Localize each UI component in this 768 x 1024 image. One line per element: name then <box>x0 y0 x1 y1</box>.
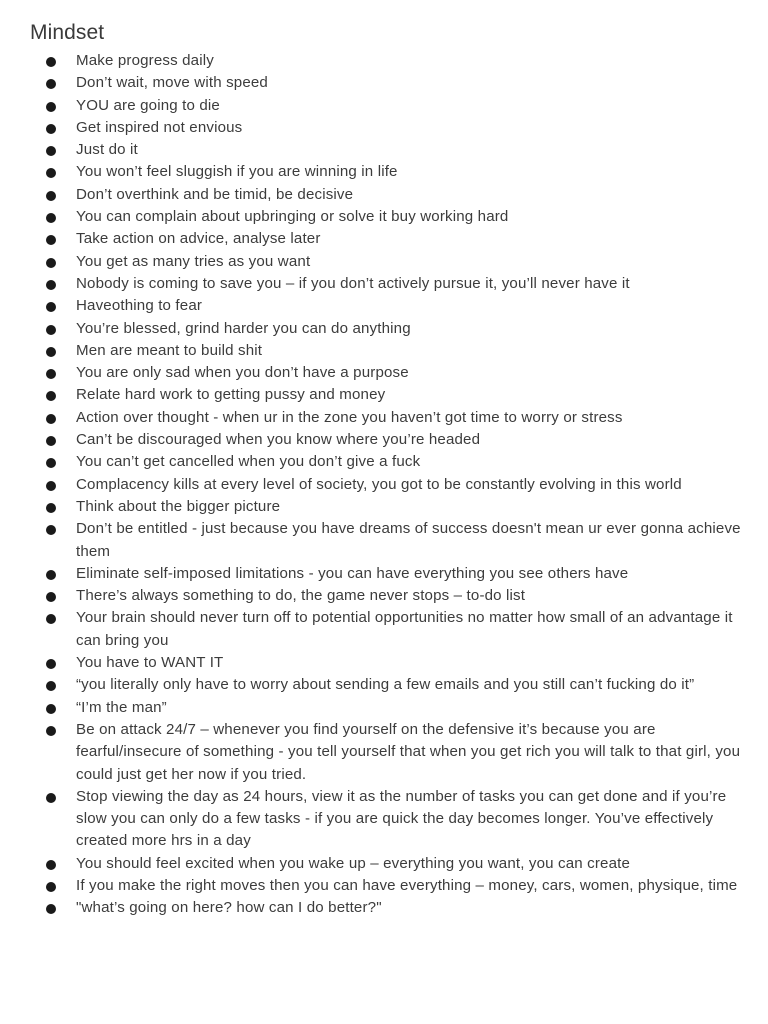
list-item[interactable] <box>30 72 742 94</box>
note-body <box>30 18 742 920</box>
bullet-dot-icon <box>46 414 56 424</box>
bullet-dot-icon <box>46 369 56 379</box>
bullet-dot-icon <box>46 124 56 134</box>
list-item[interactable] <box>30 875 742 897</box>
list-item-text: Haveothing to fear <box>76 297 203 315</box>
list-item-text: Get inspired not envious <box>76 118 243 136</box>
list-item[interactable] <box>30 674 742 696</box>
list-item-text: Be on attack 24/7 – whenever you find yourself on the defensive it’s because you are fearful/insecure of something - you tell yourself that when you get rich you will talk to that girl, you could just get her now if you tried. <box>76 720 741 783</box>
list-item[interactable] <box>30 206 742 228</box>
list-item-text: Nobody is coming to save you – if you don’t actively pursue it, you’ll never have it <box>76 274 630 292</box>
bullet-list <box>30 50 742 920</box>
bullet-dot-icon <box>46 570 56 580</box>
list-item[interactable] <box>30 295 742 317</box>
list-item[interactable] <box>30 786 742 853</box>
list-item-text: Don’t overthink and be timid, be decisive <box>76 185 354 203</box>
list-item[interactable] <box>30 384 742 406</box>
list-item-text: You can’t get cancelled when you don’t give a fuck <box>76 453 421 471</box>
bullet-dot-icon <box>46 280 56 290</box>
list-item-text: "what’s going on here? how can I do better?" <box>76 899 382 917</box>
bullet-dot-icon <box>46 793 56 803</box>
bullet-dot-icon <box>46 860 56 870</box>
list-item[interactable] <box>30 273 742 295</box>
bullet-dot-icon <box>46 592 56 602</box>
list-item[interactable] <box>30 407 742 429</box>
list-item[interactable] <box>30 95 742 117</box>
list-item-text: Can’t be discouraged when you know where you’re headed <box>76 431 481 449</box>
bullet-dot-icon <box>46 458 56 468</box>
list-item-text: “I’m the man” <box>76 698 167 716</box>
list-item-text: Men are meant to build shit <box>76 341 263 359</box>
list-item-text: You get as many tries as you want <box>76 252 311 270</box>
bullet-dot-icon <box>46 614 56 624</box>
list-item[interactable] <box>30 228 742 250</box>
bullet-dot-icon <box>46 882 56 892</box>
list-item[interactable] <box>30 340 742 362</box>
bullet-dot-icon <box>46 57 56 67</box>
list-item[interactable] <box>30 474 742 496</box>
bullet-dot-icon <box>46 168 56 178</box>
list-item-text: Stop viewing the day as 24 hours, view it as the number of tasks you can get done and if you’re slow you can only do a few tasks - if you are quick the day becomes longer. You’ve effectively created more hrs in a day <box>76 787 727 850</box>
list-item-text: Your brain should never turn off to potential opportunities no matter how small of an advantage it can bring you <box>76 609 733 649</box>
list-item[interactable] <box>30 853 742 875</box>
list-item[interactable] <box>30 251 742 273</box>
list-item-text: “you literally only have to worry about sending a few emails and you still can’t fucking do it” <box>76 676 695 694</box>
list-item-text: You have to WANT IT <box>76 654 224 672</box>
bullet-dot-icon <box>46 503 56 513</box>
list-item-text: You are only sad when you don’t have a purpose <box>76 364 409 382</box>
list-item-text: Take action on advice, analyse later <box>76 230 321 248</box>
bullet-dot-icon <box>46 102 56 112</box>
list-item-text: Don’t wait, move with speed <box>76 74 268 92</box>
list-item[interactable] <box>30 897 742 919</box>
list-item-text: Eliminate self-imposed limitations - you can have everything you see others have <box>76 564 629 582</box>
bullet-dot-icon <box>46 681 56 691</box>
list-item[interactable] <box>30 496 742 518</box>
bullet-dot-icon <box>46 146 56 156</box>
list-item-text: You won’t feel sluggish if you are winning in life <box>76 163 398 181</box>
list-item-text: Make progress daily <box>76 52 214 69</box>
bullet-dot-icon <box>46 726 56 736</box>
bullet-dot-icon <box>46 704 56 714</box>
list-item[interactable] <box>30 697 742 719</box>
list-item-text: YOU are going to die <box>76 96 220 114</box>
bullet-dot-icon <box>46 302 56 312</box>
list-item-text: Just do it <box>76 141 138 159</box>
bullet-dot-icon <box>46 213 56 223</box>
list-item[interactable] <box>30 652 742 674</box>
list-item[interactable] <box>30 719 742 786</box>
note-title[interactable]: Mindset <box>30 21 105 44</box>
list-item-text: You’re blessed, grind harder you can do anything <box>76 319 411 337</box>
bullet-dot-icon <box>46 79 56 89</box>
list-item[interactable] <box>30 429 742 451</box>
bullet-dot-icon <box>46 481 56 491</box>
list-item-text: Complacency kills at every level of society, you got to be constantly evolving in this world <box>76 475 682 493</box>
list-item[interactable] <box>30 563 742 585</box>
list-item[interactable] <box>30 451 742 473</box>
bullet-dot-icon <box>46 904 56 914</box>
bullet-dot-icon <box>46 347 56 357</box>
list-item[interactable] <box>30 184 742 206</box>
list-item-text: You can complain about upbringing or solve it buy working hard <box>76 208 509 226</box>
list-item[interactable] <box>30 139 742 161</box>
bullet-dot-icon <box>46 191 56 201</box>
bullet-dot-icon <box>46 436 56 446</box>
list-item[interactable] <box>30 518 742 563</box>
list-item[interactable] <box>30 362 742 384</box>
bullet-dot-icon <box>46 525 56 535</box>
list-item-text: If you make the right moves then you can have everything – money, cars, women, physique, time <box>76 876 738 894</box>
list-item[interactable] <box>30 50 742 72</box>
bullet-dot-icon <box>46 235 56 245</box>
list-item[interactable] <box>30 585 742 607</box>
bullet-dot-icon <box>46 659 56 669</box>
list-item-text: You should feel excited when you wake up – everything you want, you can create <box>76 854 631 872</box>
list-item[interactable] <box>30 318 742 340</box>
list-item-text: There’s always something to do, the game never stops – to-do list <box>76 587 526 605</box>
list-item-text: Think about the bigger picture <box>76 497 281 515</box>
list-item[interactable] <box>30 607 742 652</box>
bullet-dot-icon <box>46 258 56 268</box>
list-item-text: Relate hard work to getting pussy and money <box>76 386 386 404</box>
bullet-dot-icon <box>46 391 56 401</box>
list-item[interactable] <box>30 161 742 183</box>
list-item-text: Don’t be entitled - just because you have dreams of success doesn't mean ur ever gonna achieve them <box>76 520 741 560</box>
list-item[interactable] <box>30 117 742 139</box>
bullet-dot-icon <box>46 325 56 335</box>
list-item-text: Action over thought - when ur in the zone you haven’t got time to worry or stress <box>76 408 623 426</box>
